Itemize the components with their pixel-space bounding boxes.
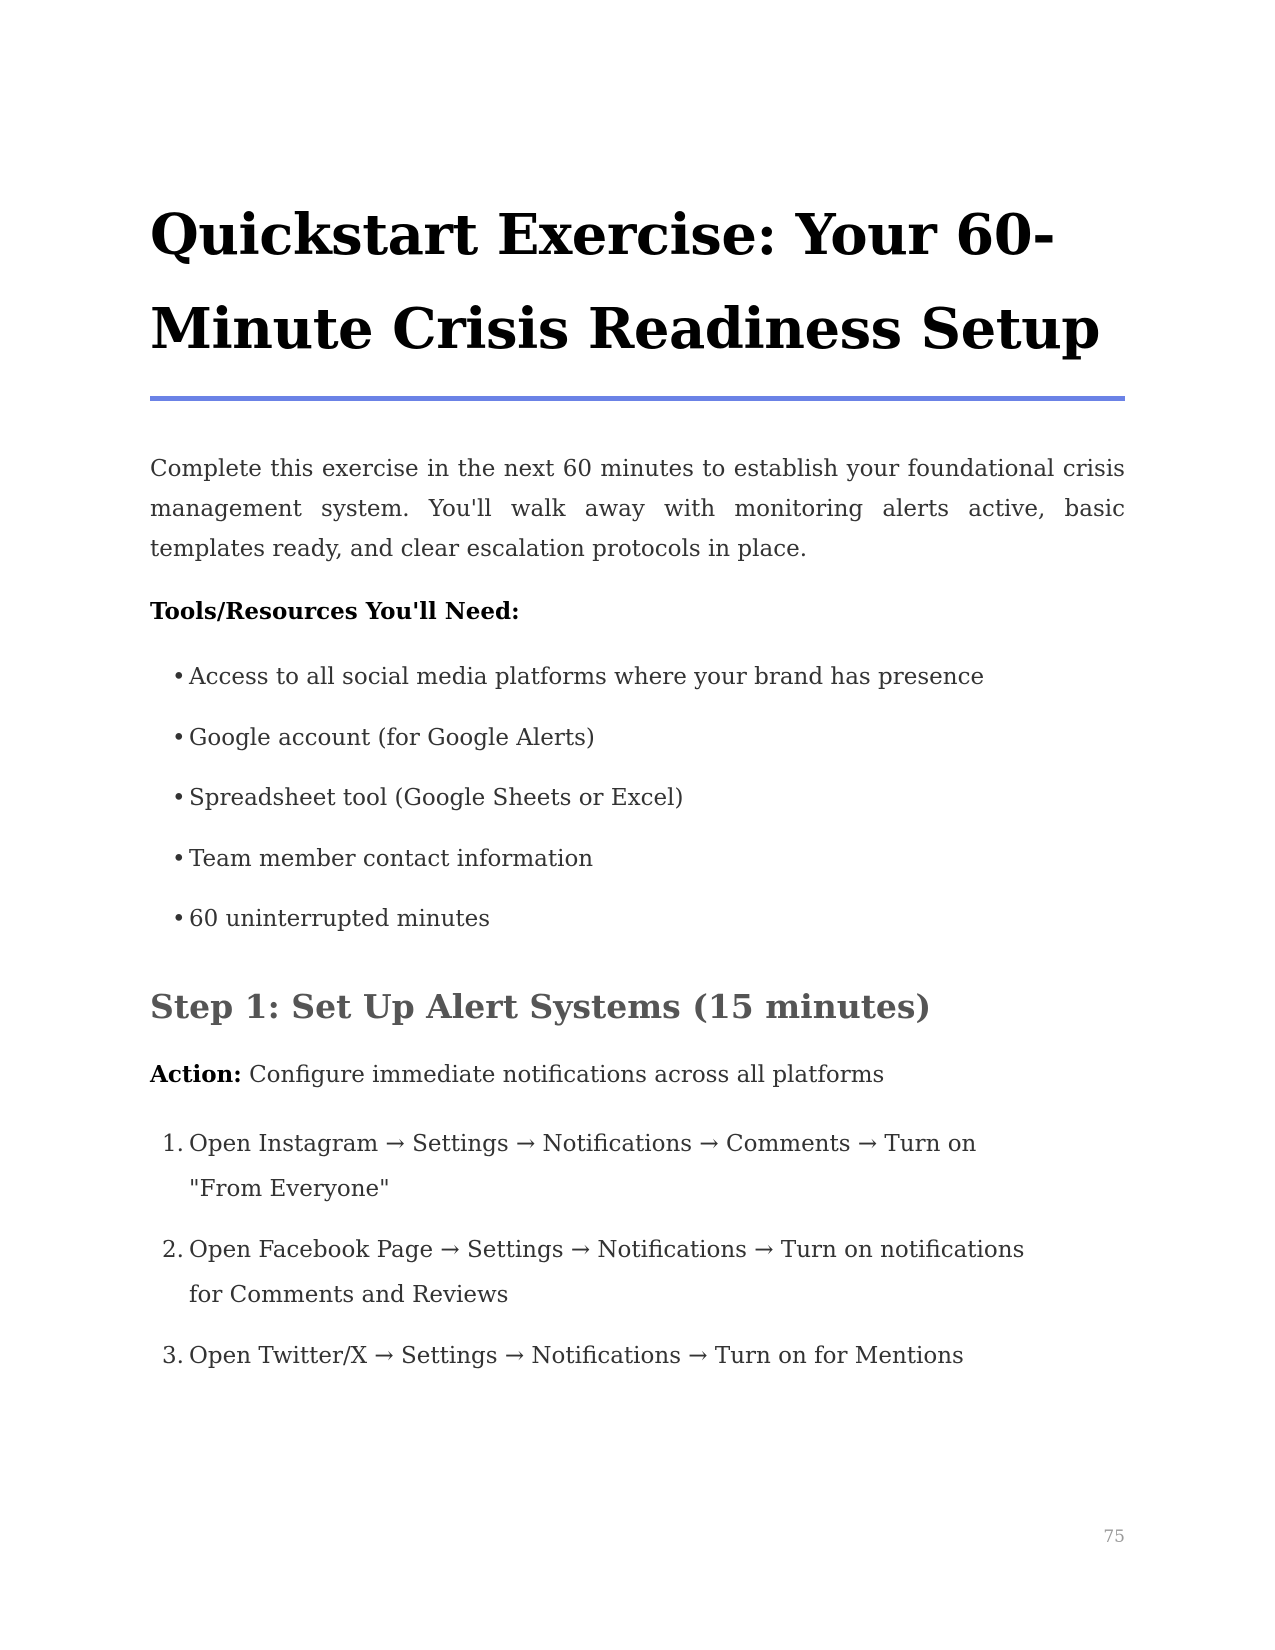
bullet-icon: • <box>172 845 186 872</box>
bullet-icon: • <box>172 785 186 811</box>
intro-paragraph: Complete this exercise in the next 60 minutes to establish your foundational crisis management system. You'll walk away with monitoring alerts active, basic templates ready, and clear escalation protocols in place. <box>150 456 1125 562</box>
step-1-instructions <box>150 1122 1050 1395</box>
instruction-text: Open Facebook Page → Settings → Notifications → Turn on notifications for Comments and Reviews <box>189 1237 1025 1308</box>
instruction-number: 2. <box>162 1237 184 1263</box>
instruction-text: Open Twitter/X → Settings → Notifications → Turn on for Mentions <box>189 1343 964 1369</box>
list-item <box>172 660 984 721</box>
document-page <box>150 0 1125 1650</box>
bullet-icon: • <box>172 724 186 751</box>
title-divider <box>150 396 1125 401</box>
instruction-item <box>150 1334 1050 1379</box>
page-title: Quickstart Exercise: Your 60-Minute Crisis Readiness Setup <box>150 202 1100 362</box>
instruction-item <box>150 1228 1050 1318</box>
action-text: Configure immediate notifications across all platforms <box>241 1062 885 1088</box>
list-item-text: Team member contact information <box>189 845 594 872</box>
instruction-number: 1. <box>162 1131 184 1157</box>
page-number: 75 <box>1103 1527 1125 1547</box>
bullet-icon: • <box>172 906 186 932</box>
list-item <box>172 721 984 782</box>
tools-heading: Tools/Resources You'll Need: <box>150 598 520 625</box>
action-line <box>150 1058 884 1092</box>
list-item <box>172 781 984 842</box>
list-item <box>172 902 984 963</box>
list-item-text: Access to all social media platforms where your brand has presence <box>189 664 985 690</box>
instruction-number: 3. <box>162 1343 184 1369</box>
list-item-text: 60 uninterrupted minutes <box>189 906 491 932</box>
step-1-heading: Step 1: Set Up Alert Systems (15 minutes) <box>150 987 932 1026</box>
list-item <box>172 842 984 903</box>
tools-list <box>172 660 984 963</box>
bullet-icon: • <box>172 664 186 690</box>
list-item-text: Spreadsheet tool (Google Sheets or Excel) <box>189 785 684 811</box>
action-label: Action: <box>150 1061 242 1088</box>
list-item-text: Google account (for Google Alerts) <box>189 724 595 751</box>
instruction-text: Open Instagram → Settings → Notifications → Comments → Turn on "From Everyone" <box>189 1131 977 1202</box>
instruction-item <box>150 1122 1050 1212</box>
